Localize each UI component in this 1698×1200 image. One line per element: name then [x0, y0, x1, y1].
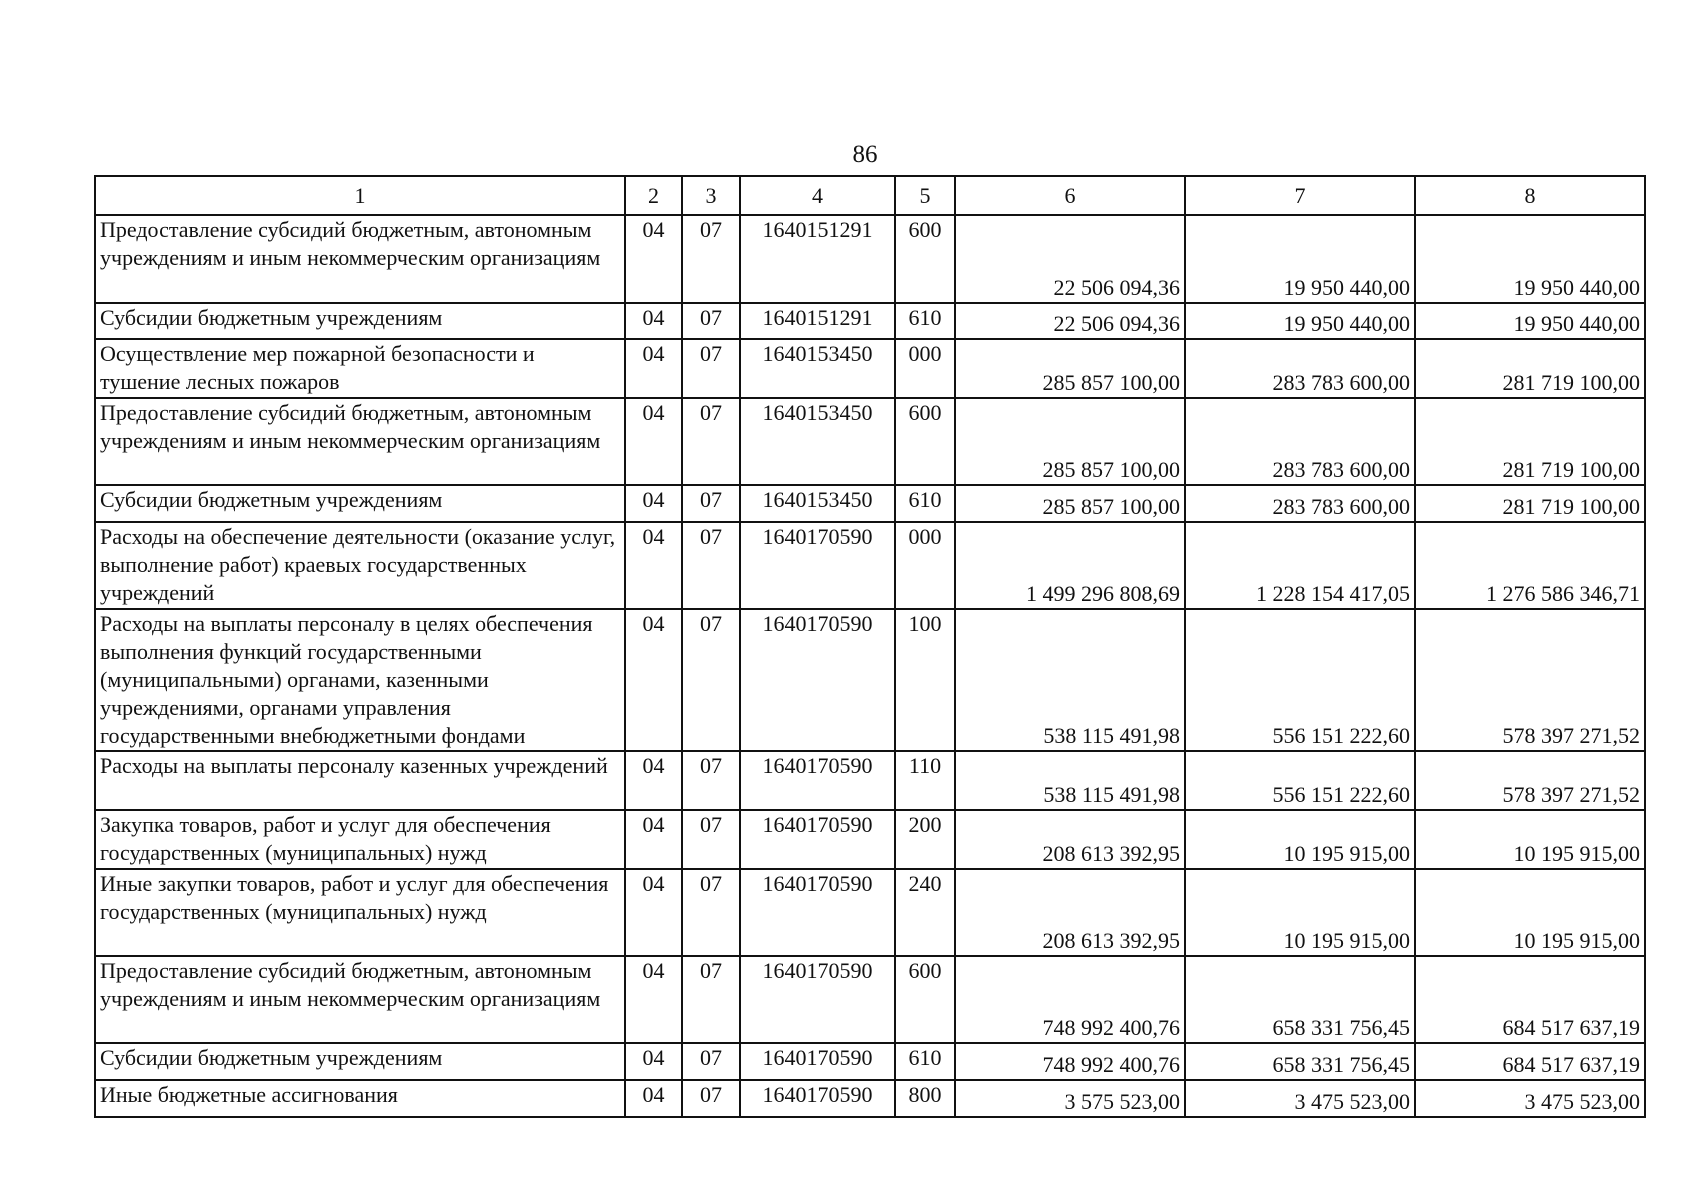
budget-table [94, 175, 1646, 1118]
amount-col-7: 283 783 600,00 [1185, 398, 1415, 485]
table-row [95, 398, 1645, 485]
page-number: 86 [852, 141, 878, 168]
section-code: 04 [625, 1043, 682, 1080]
table-row [95, 303, 1645, 339]
subsection-code: 07 [682, 609, 740, 751]
amount-col-6: 285 857 100,00 [955, 398, 1185, 485]
target-article-code: 1640170590 [740, 869, 895, 956]
subsection-code: 07 [682, 869, 740, 956]
header-cell-3: 3 [682, 176, 740, 215]
target-article-code: 1640170590 [740, 1043, 895, 1080]
header-cell-4: 4 [740, 176, 895, 215]
subsection-code: 07 [682, 1080, 740, 1117]
amount-col-8: 281 719 100,00 [1415, 339, 1645, 398]
subsection-code: 07 [682, 303, 740, 339]
amount-col-6: 538 115 491,98 [955, 609, 1185, 751]
amount-col-7: 19 950 440,00 [1185, 303, 1415, 339]
section-code: 04 [625, 303, 682, 339]
expense-type-code: 000 [895, 339, 955, 398]
row-name: Иные бюджетные ассигнования [95, 1080, 625, 1117]
subsection-code: 07 [682, 810, 740, 869]
amount-col-8: 281 719 100,00 [1415, 485, 1645, 522]
amount-col-8: 578 397 271,52 [1415, 751, 1645, 810]
amount-col-8: 578 397 271,52 [1415, 609, 1645, 751]
amount-col-8: 1 276 586 346,71 [1415, 522, 1645, 609]
row-name: Расходы на обеспечение деятельности (оказание услуг, выполнение работ) краевых государственных учреждений [95, 522, 625, 609]
amount-col-7: 3 475 523,00 [1185, 1080, 1415, 1117]
expense-type-code: 600 [895, 956, 955, 1043]
amount-col-7: 658 331 756,45 [1185, 956, 1415, 1043]
row-name: Субсидии бюджетным учреждениям [95, 485, 625, 522]
subsection-code: 07 [682, 1043, 740, 1080]
row-name: Субсидии бюджетным учреждениям [95, 303, 625, 339]
table-row [95, 956, 1645, 1043]
expense-type-code: 100 [895, 609, 955, 751]
amount-col-7: 556 151 222,60 [1185, 609, 1415, 751]
target-article-code: 1640153450 [740, 485, 895, 522]
amount-col-8: 10 195 915,00 [1415, 810, 1645, 869]
header-row [95, 176, 1645, 215]
row-name: Расходы на выплаты персоналу казенных учреждений [95, 751, 625, 810]
subsection-code: 07 [682, 485, 740, 522]
table-row [95, 751, 1645, 810]
target-article-code: 1640170590 [740, 522, 895, 609]
amount-col-7: 19 950 440,00 [1185, 215, 1415, 303]
section-code: 04 [625, 485, 682, 522]
header-cell-2: 2 [625, 176, 682, 215]
expense-type-code: 600 [895, 215, 955, 303]
subsection-code: 07 [682, 522, 740, 609]
table-row [95, 522, 1645, 609]
amount-col-8: 10 195 915,00 [1415, 869, 1645, 956]
row-name: Субсидии бюджетным учреждениям [95, 1043, 625, 1080]
expense-type-code: 600 [895, 398, 955, 485]
amount-col-6: 208 613 392,95 [955, 810, 1185, 869]
target-article-code: 1640170590 [740, 751, 895, 810]
header-cell-7: 7 [1185, 176, 1415, 215]
header-cell-5: 5 [895, 176, 955, 215]
amount-col-8: 19 950 440,00 [1415, 303, 1645, 339]
table-row [95, 215, 1645, 303]
expense-type-code: 610 [895, 1043, 955, 1080]
table-row [95, 1043, 1645, 1080]
amount-col-6: 3 575 523,00 [955, 1080, 1185, 1117]
section-code: 04 [625, 215, 682, 303]
section-code: 04 [625, 956, 682, 1043]
expense-type-code: 110 [895, 751, 955, 810]
target-article-code: 1640170590 [740, 1080, 895, 1117]
expense-type-code: 200 [895, 810, 955, 869]
target-article-code: 1640151291 [740, 303, 895, 339]
header-cell-6: 6 [955, 176, 1185, 215]
amount-col-6: 1 499 296 808,69 [955, 522, 1185, 609]
expense-type-code: 240 [895, 869, 955, 956]
subsection-code: 07 [682, 751, 740, 810]
target-article-code: 1640170590 [740, 810, 895, 869]
row-name: Предоставление субсидий бюджетным, автономным учреждениям и иным некоммерческим организациям [95, 398, 625, 485]
subsection-code: 07 [682, 398, 740, 485]
amount-col-6: 748 992 400,76 [955, 1043, 1185, 1080]
section-code: 04 [625, 810, 682, 869]
amount-col-8: 281 719 100,00 [1415, 398, 1645, 485]
amount-col-7: 658 331 756,45 [1185, 1043, 1415, 1080]
subsection-code: 07 [682, 215, 740, 303]
row-name: Закупка товаров, работ и услуг для обеспечения государственных (муниципальных) нужд [95, 810, 625, 869]
expense-type-code: 800 [895, 1080, 955, 1117]
expense-type-code: 000 [895, 522, 955, 609]
section-code: 04 [625, 751, 682, 810]
amount-col-7: 10 195 915,00 [1185, 810, 1415, 869]
header-cell-8: 8 [1415, 176, 1645, 215]
row-name: Предоставление субсидий бюджетным, автономным учреждениям и иным некоммерческим организациям [95, 956, 625, 1043]
row-name: Иные закупки товаров, работ и услуг для обеспечения государственных (муниципальных) нужд [95, 869, 625, 956]
row-name: Осуществление мер пожарной безопасности и тушение лесных пожаров [95, 339, 625, 398]
section-code: 04 [625, 339, 682, 398]
row-name: Предоставление субсидий бюджетным, автономным учреждениям и иным некоммерческим организациям [95, 215, 625, 303]
target-article-code: 1640170590 [740, 609, 895, 751]
amount-col-8: 684 517 637,19 [1415, 1043, 1645, 1080]
table-row [95, 485, 1645, 522]
subsection-code: 07 [682, 956, 740, 1043]
amount-col-6: 538 115 491,98 [955, 751, 1185, 810]
amount-col-7: 1 228 154 417,05 [1185, 522, 1415, 609]
target-article-code: 1640153450 [740, 398, 895, 485]
subsection-code: 07 [682, 339, 740, 398]
amount-col-7: 10 195 915,00 [1185, 869, 1415, 956]
section-code: 04 [625, 1080, 682, 1117]
section-code: 04 [625, 609, 682, 751]
table-row [95, 1080, 1645, 1117]
amount-col-8: 684 517 637,19 [1415, 956, 1645, 1043]
amount-col-6: 285 857 100,00 [955, 485, 1185, 522]
amount-col-8: 19 950 440,00 [1415, 215, 1645, 303]
amount-col-7: 556 151 222,60 [1185, 751, 1415, 810]
amount-col-6: 22 506 094,36 [955, 303, 1185, 339]
section-code: 04 [625, 869, 682, 956]
target-article-code: 1640151291 [740, 215, 895, 303]
table-row [95, 810, 1645, 869]
amount-col-6: 22 506 094,36 [955, 215, 1185, 303]
target-article-code: 1640170590 [740, 956, 895, 1043]
table-row [95, 869, 1645, 956]
amount-col-8: 3 475 523,00 [1415, 1080, 1645, 1117]
expense-type-code: 610 [895, 303, 955, 339]
amount-col-7: 283 783 600,00 [1185, 485, 1415, 522]
expense-type-code: 610 [895, 485, 955, 522]
table-row [95, 339, 1645, 398]
amount-col-7: 283 783 600,00 [1185, 339, 1415, 398]
target-article-code: 1640153450 [740, 339, 895, 398]
amount-col-6: 285 857 100,00 [955, 339, 1185, 398]
amount-col-6: 208 613 392,95 [955, 869, 1185, 956]
section-code: 04 [625, 398, 682, 485]
amount-col-6: 748 992 400,76 [955, 956, 1185, 1043]
table-row [95, 609, 1645, 751]
header-cell-1: 1 [95, 176, 625, 215]
row-name: Расходы на выплаты персоналу в целях обеспечения выполнения функций государственными (муниципальными) органами, казенными учреждениями, органами управления государственными внебюджетными фондами [95, 609, 625, 751]
section-code: 04 [625, 522, 682, 609]
